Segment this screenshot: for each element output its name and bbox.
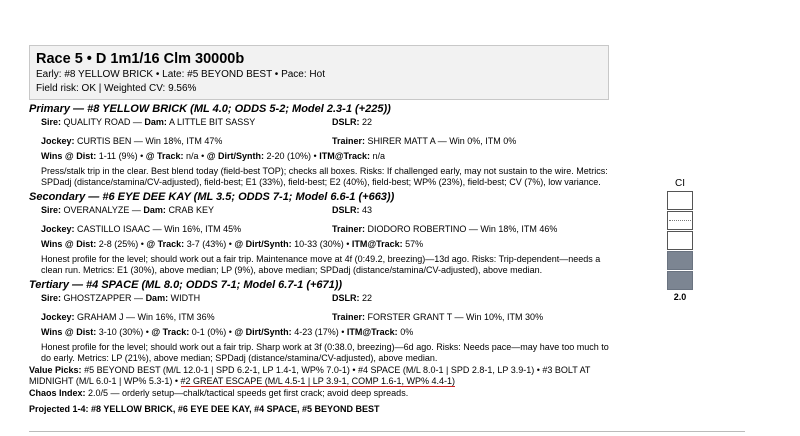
trainer-label: Trainer: bbox=[332, 136, 366, 146]
chaos-text: 2.0/5 — orderly setup—chalk/tactical speeds get first crack; avoid deep spreads. bbox=[88, 388, 409, 398]
sire-label: Sire: bbox=[41, 117, 62, 127]
dam-value: WIDTH bbox=[170, 293, 201, 303]
track-value: n/a bbox=[186, 151, 199, 161]
breeding-row: Sire: QUALITY ROAD — Dam: A LITTLE BIT SASSY DSLR: 22 bbox=[41, 117, 373, 127]
ci-value: 2.0 bbox=[673, 292, 687, 302]
dirt-label: @ Dirt/Synth: bbox=[234, 327, 292, 337]
dam-label: Dam: bbox=[143, 205, 166, 215]
jockey-value: CURTIS BEN — Win 18%, ITM 47% bbox=[77, 136, 223, 146]
pick-description: Honest profile for the level; should work out a fair trip. Sharp work at 3f (0:38.0, breezing)—6d ago. Risks: Needs pace—may have too much to do early. Metrics: LP (21%), above median; SPDadj (distance/stamina/CV-adjusted), above median. bbox=[41, 342, 609, 363]
ci-segment bbox=[667, 251, 693, 270]
itm-value: 0% bbox=[400, 327, 414, 337]
jockey-value: CASTILLO ISAAC — Win 16%, ITM 45% bbox=[77, 224, 242, 234]
itm-label: ITM@Track: bbox=[346, 327, 398, 337]
race-document bbox=[29, 45, 609, 415]
jockey-label: Jockey: bbox=[41, 136, 75, 146]
breeding-row: Sire: GHOSTZAPPER — Dam: WIDTH DSLR: 22 bbox=[41, 293, 373, 303]
stats-row: Wins @ Dist: 1-11 (9%) • @ Track: n/a • @ Dirt/Synth: 2-20 (10%) • ITM@Track: n/a bbox=[41, 151, 386, 161]
chaos-index bbox=[29, 388, 609, 399]
pick-tertiary bbox=[29, 278, 609, 364]
ci-segment bbox=[667, 191, 693, 210]
pick-title: Tertiary — #4 SPACE (ML 8.0; ODDS 7-1; Model 6.7-1 (+671)) bbox=[29, 279, 343, 291]
sire-value: OVERANALYZE bbox=[63, 205, 130, 215]
trainer-label: Trainer: bbox=[332, 312, 366, 322]
track-label: @ Track: bbox=[151, 327, 190, 337]
wins-dist-value: 1-11 (9%) bbox=[98, 151, 138, 161]
pick-description: Honest profile for the level; should work out a fair trip. Maintenance move at 4f (0:49.2, breezing)—13d ago. Risks: Trip-dependent—needs a clean run. Metrics: E1 (30%), above median; LP (9%), above median; SPDadj (distance/stamina/CV-adjusted), above median. bbox=[41, 254, 601, 275]
ci-boxes bbox=[667, 191, 693, 290]
chaos-label: Chaos Index: bbox=[29, 388, 86, 398]
trainer-value: SHIRER MATT A — Win 0%, ITM 0% bbox=[367, 136, 517, 146]
pace-line: Early: #8 YELLOW BRICK • Late: #5 BEYOND BEST • Pace: Hot bbox=[36, 69, 325, 80]
dirt-label: @ Dirt/Synth: bbox=[234, 239, 292, 249]
projected-text: #8 YELLOW BRICK, #6 EYE DEE KAY, #4 SPACE, #5 BEYOND BEST bbox=[91, 404, 380, 414]
dirt-value: 2-20 (10%) bbox=[266, 151, 312, 161]
pick-title: Secondary — #6 EYE DEE KAY (ML 3.5; ODDS 7-1; Model 6.6-1 (+663)) bbox=[29, 191, 395, 203]
ci-segment bbox=[667, 211, 693, 230]
pick-primary bbox=[29, 102, 609, 188]
dslr-label: DSLR: bbox=[332, 293, 360, 303]
sire-label: Sire: bbox=[41, 205, 62, 215]
dam-label: Dam: bbox=[145, 293, 169, 303]
value-picks-text: #5 BEYOND BEST (M/L 12.0-1 | SPD 6.2-1, LP 1.4-1, WP% 7.0-1) • #4 SPACE (M/L 8.0-1 | SPD 2.8-1, LP 3.9-1) • #3 BOLT AT MIDNIGHT (M/L 6.0-1 | WP% 5.3-1) • bbox=[29, 365, 591, 386]
value-picks bbox=[29, 365, 609, 387]
jockey-label: Jockey: bbox=[41, 312, 75, 322]
sire-value: GHOSTZAPPER bbox=[63, 293, 132, 303]
dslr-label: DSLR: bbox=[332, 117, 360, 127]
pick-secondary bbox=[29, 190, 609, 276]
value-picks-highlight: #2 GREAT ESCAPE (M/L 4.5-1 | LP 3.9-1, COMP 1.6-1, WP% 4.4-1) bbox=[180, 376, 455, 386]
jockey-value: GRAHAM J — Win 16%, ITM 36% bbox=[77, 312, 215, 322]
track-value: 0-1 (0%) bbox=[191, 327, 227, 337]
itm-value: 57% bbox=[405, 239, 424, 249]
value-picks-label: Value Picks: bbox=[29, 365, 82, 375]
field-risk-line: Field risk: OK | Weighted CV: 9.56% bbox=[36, 83, 197, 94]
connections-row bbox=[29, 223, 609, 236]
track-label: @ Track: bbox=[146, 239, 185, 249]
ci-gauge bbox=[667, 178, 693, 302]
breeding-row: Sire: OVERANALYZE — Dam: CRAB KEY DSLR: 43 bbox=[41, 205, 373, 215]
track-value: 3-7 (43%) bbox=[186, 239, 227, 249]
ci-segment bbox=[667, 271, 693, 290]
itm-label: ITM@Track: bbox=[319, 151, 370, 161]
stats-row: Wins @ Dist: 3-10 (30%) • @ Track: 0-1 (0%) • @ Dirt/Synth: 4-23 (17%) • ITM@Track: 0% bbox=[41, 327, 414, 337]
dslr-label: DSLR: bbox=[332, 205, 360, 215]
dam-value: CRAB KEY bbox=[168, 205, 214, 215]
wins-dist-label: Wins @ Dist: bbox=[41, 327, 97, 337]
race-title: Race 5 • D 1m1/16 Clm 30000b bbox=[36, 51, 245, 67]
divider bbox=[29, 431, 745, 432]
ci-segment bbox=[667, 231, 693, 250]
pick-description: Press/stalk trip in the clear. Best blend today (field-best TOP); checks all boxes. Risks: If challenged early, may not sustain to the wire. Metrics: SPDadj (distance/stamina/CV-adjusted), field-best; E1 (33%), field-best; E2 (40%), field-best; WP% (23%), field-best; CV (7%), low variance. bbox=[41, 166, 608, 187]
sire-label: Sire: bbox=[41, 293, 62, 303]
projected-finish bbox=[29, 403, 609, 415]
itm-label: ITM@Track: bbox=[351, 239, 403, 249]
wins-dist-value: 3-10 (30%) bbox=[98, 327, 144, 337]
track-label: @ Track: bbox=[145, 151, 184, 161]
dslr-value: 22 bbox=[362, 293, 373, 303]
race-header bbox=[29, 45, 609, 100]
sire-value: QUALITY ROAD bbox=[63, 117, 131, 127]
dslr-value: 43 bbox=[362, 205, 373, 215]
dirt-value: 4-23 (17%) bbox=[294, 327, 339, 337]
trainer-label: Trainer: bbox=[332, 224, 366, 234]
connections-row bbox=[29, 135, 609, 148]
wins-dist-label: Wins @ Dist: bbox=[41, 151, 97, 161]
trainer-value: DIODORO ROBERTINO — Win 18%, ITM 46% bbox=[367, 224, 558, 234]
dirt-value: 10-33 (30%) bbox=[294, 239, 344, 249]
dirt-label: @ Dirt/Synth: bbox=[206, 151, 264, 161]
jockey-label: Jockey: bbox=[41, 224, 75, 234]
dam-label: Dam: bbox=[144, 117, 167, 127]
itm-value: n/a bbox=[372, 151, 386, 161]
connections-row bbox=[29, 311, 609, 324]
projected-label: Projected 1-4: bbox=[29, 404, 89, 414]
trainer-value: FORSTER GRANT T — Win 10%, ITM 30% bbox=[367, 312, 544, 322]
dam-value: A LITTLE BIT SASSY bbox=[168, 117, 256, 127]
stats-row: Wins @ Dist: 2-8 (25%) • @ Track: 3-7 (43%) • @ Dirt/Synth: 10-33 (30%) • ITM@Track: 57% bbox=[41, 239, 424, 249]
wins-dist-value: 2-8 (25%) bbox=[98, 239, 139, 249]
ci-label: CI bbox=[675, 178, 685, 189]
pick-title: Primary — #8 YELLOW BRICK (ML 4.0; ODDS 5-2; Model 2.3-1 (+225)) bbox=[29, 103, 391, 115]
wins-dist-label: Wins @ Dist: bbox=[41, 239, 97, 249]
dslr-value: 22 bbox=[362, 117, 373, 127]
